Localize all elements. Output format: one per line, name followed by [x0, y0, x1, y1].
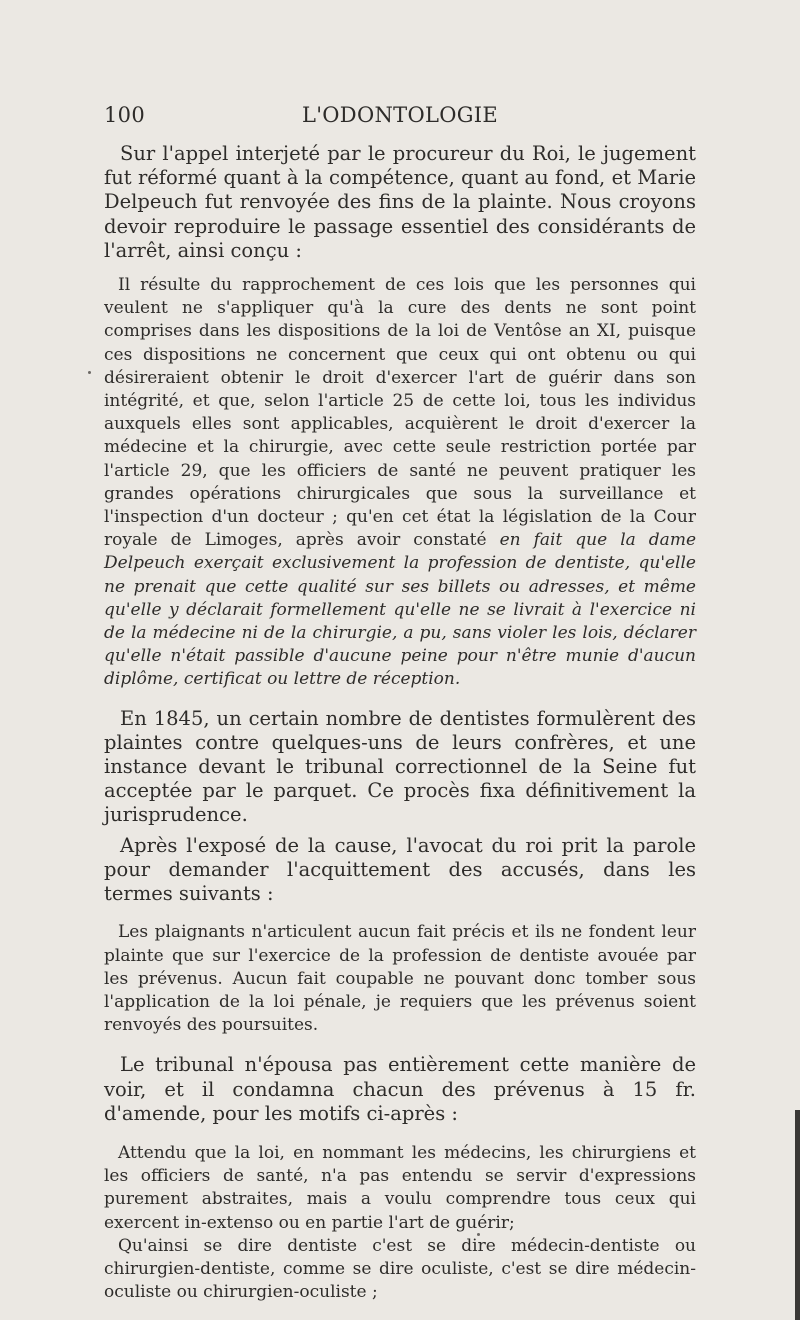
quote-arret-italic: en fait que la dame Delpeuch exerçait exclusivement la profession de dentiste, qu'elle ne prenait que cette qualité sur ses billets ou adresses, et même qu'elle y déclarait formellement qu'elle ne se livrait à l'exercice ni de la médecine ni de la chirurgie, a pu, sans violer les lois, déclarer qu'elle n'était passible d'aucune peine pour n'être munie d'aucun diplôme, certificat ou lettre de réception.: [104, 530, 697, 690]
page-header: [104, 103, 696, 133]
paper-speck: [88, 371, 91, 374]
quote-arret-roman: Il résulte du rapprochement de ces lois que les personnes qui veulent ne s'appliquer qu'à la cure des dents ne sont point comprises dans les dispositions de la loi de Ventôse an XI, puisque ces dispositions ne concernent que ceux qui ont obtenu ou qui désireraient obtenir le droit d'exercer l'art de guérir dans son intégrité, et que, selon l'article 25 de cette loi, tous les individus auxquels elles sont applicables, acquièrent le droit d'exercer la médecine et la chirurgie, avec cette seule restriction portée par l'article 29, que les officiers de santé ne peuvent pratiquer les grandes opérations chirurgicales que sous la surveillance et l'inspection d'un docteur ; qu'en cet état la législation de la Cour royale de Limoges, après avoir constaté: [104, 275, 696, 551]
paragraph-tribunal: Le tribunal n'épousa pas entièrement cette manière de voir, et il condamna chacun des prévenus à 15 fr. d'amende, pour les motifs ci-après :: [104, 1053, 696, 1125]
paper-speck: [477, 1233, 480, 1236]
quote-attendu: Attendu que la loi, en nommant les médecins, les chirurgiens et les officiers de santé, n'a pas entendu se servir d'expressions purement abstraites, mais a voulu comprendre tous ceux qui exercent in-extenso ou en partie l'art de guérir;: [104, 1142, 696, 1233]
quote-requisitoire: Les plaignants n'articulent aucun fait précis et ils ne fondent leur plainte que sur l'exercice de la profession de dentiste avouée par les prévenus. Aucun fait coupable ne pouvant donc tomber sous l'application de la loi pénale, je requiers que les prévenus soient renvoyés des poursuites.: [104, 922, 696, 1036]
page-body: [104, 142, 696, 1304]
paragraph-1845: En 1845, un certain nombre de dentistes formulèrent des plaintes contre quelques-uns de leurs confrères, et une instance devant le tribunal correctionnel de la Seine fut acceptée par le parquet. Ce procès fixa définitivement la jurisprudence.: [104, 706, 696, 827]
quote-qu-ainsi: Qu'ainsi se dire dentiste c'est se dire médecin-dentiste ou chirurgien-dentiste, comme se dire oculiste, c'est se dire médecin-oculiste ou chirurgien-oculiste ;: [104, 1235, 696, 1303]
quote-arret: [104, 274, 696, 692]
paragraph-avocat: Après l'exposé de la cause, l'avocat du roi prit la parole pour demander l'acquittement des accusés, dans les termes suivants :: [104, 833, 696, 906]
page-number: 100: [104, 103, 145, 127]
running-title: L'ODONTOLOGIE: [301, 103, 499, 127]
page-edge-shadow: [795, 1110, 800, 1320]
paragraph-appeal: Sur l'appel interjeté par le procureur du Roi, le jugement fut réformé quant à la compétence, quant au fond, et Marie Delpeuch fut renvoyée des fins de la plainte. Nous croyons devoir reproduire le passage essentiel des considérants de l'arrêt, ainsi conçu :: [104, 142, 696, 262]
